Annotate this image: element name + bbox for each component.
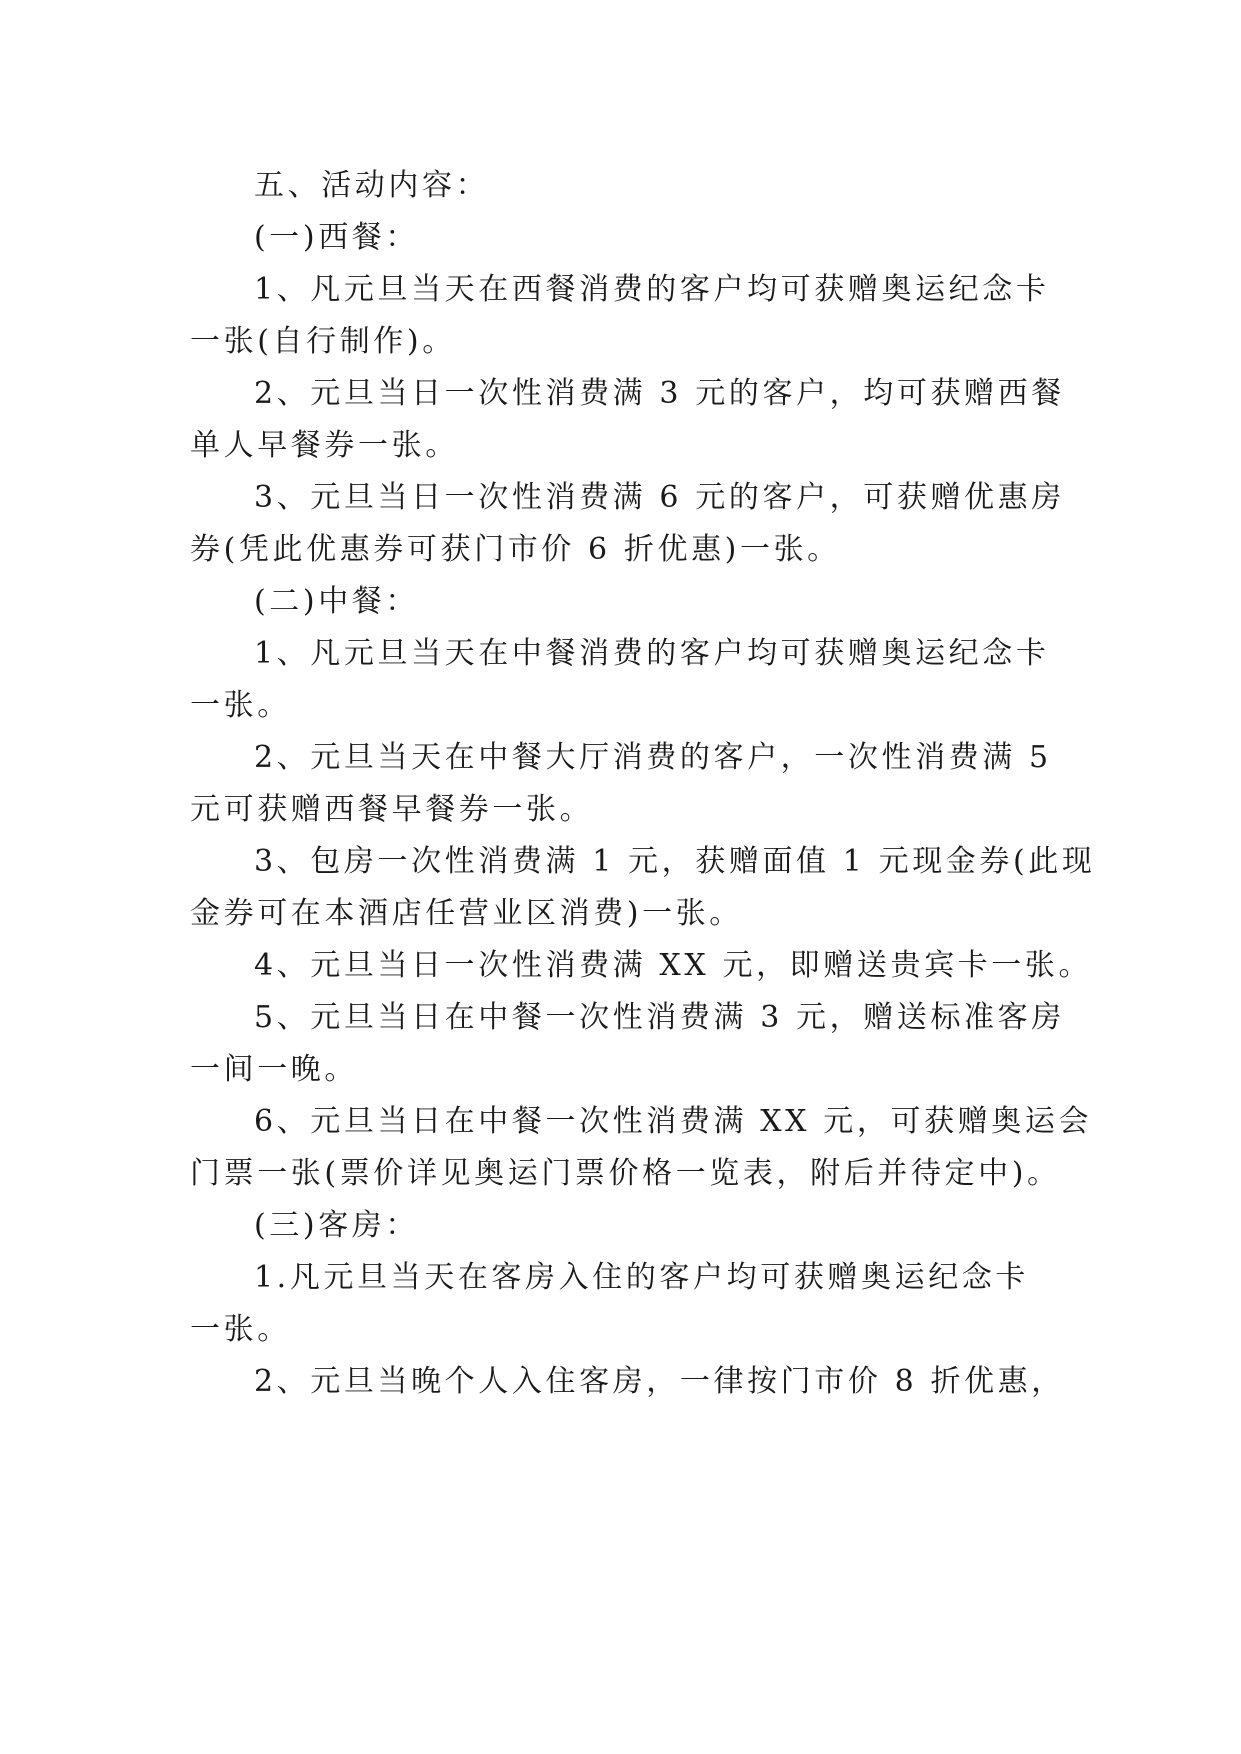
paragraph-line: 1、凡元旦当天在中餐消费的客户均可获赠奥运纪念卡 [254,636,1050,671]
paragraph-line: 1.凡元旦当天在客房入住的客户均可获赠奥运纪念卡 [254,1260,1030,1295]
paragraph-line: 1、凡元旦当天在西餐消费的客户均可获赠奥运纪念卡 [254,272,1050,307]
section-heading-activity-content: 五、活动内容： [254,168,490,203]
paragraph-line: 一间一晚。 [190,1052,358,1087]
paragraph-line: 一张(自行制作)。 [190,324,456,359]
subsection-heading-western-restaurant: (一)西餐： [254,220,420,255]
paragraph-line: 2、元旦当日一次性消费满 3 元的客户，均可获赠西餐 [254,376,1065,411]
subsection-heading-chinese-restaurant: (二)中餐： [254,584,420,619]
paragraph-line: 一张。 [190,1312,291,1347]
paragraph-line: 2、元旦当天在中餐大厅消费的客户，一次性消费满 5 [254,740,1052,775]
paragraph-line: 5、元旦当日在中餐一次性消费满 3 元，赠送标准客房 [254,1000,1065,1035]
subsection-heading-guest-rooms: (三)客房： [254,1208,420,1243]
paragraph-line: 4、元旦当日一次性消费满 XX 元，即赠送贵宾卡一张。 [254,948,1093,983]
paragraph-line: 3、元旦当日一次性消费满 6 元的客户，可获赠优惠房 [254,480,1065,515]
paragraph-line: 金券可在本酒店任营业区消费)一张。 [190,896,743,931]
paragraph-line: 6、元旦当日在中餐一次性消费满 XX 元，可获赠奥运会 [254,1104,1093,1139]
paragraph-line: 券(凭此优惠券可获门市价 6 折优惠)一张。 [190,532,841,567]
paragraph-line: 一张。 [190,688,291,723]
paragraph-line: 单人早餐券一张。 [190,428,459,463]
paragraph-line: 3、包房一次性消费满 1 元，获赠面值 1 元现金券(此现 [254,844,1096,879]
paragraph-line: 门票一张(票价详见奥运门票价格一览表，附后并待定中)。 [190,1156,1061,1191]
paragraph-line: 元可获赠西餐早餐券一张。 [190,792,594,827]
paragraph-line: 2、元旦当晚个人入住客房，一律按门市价 8 折优惠， [254,1364,1065,1399]
